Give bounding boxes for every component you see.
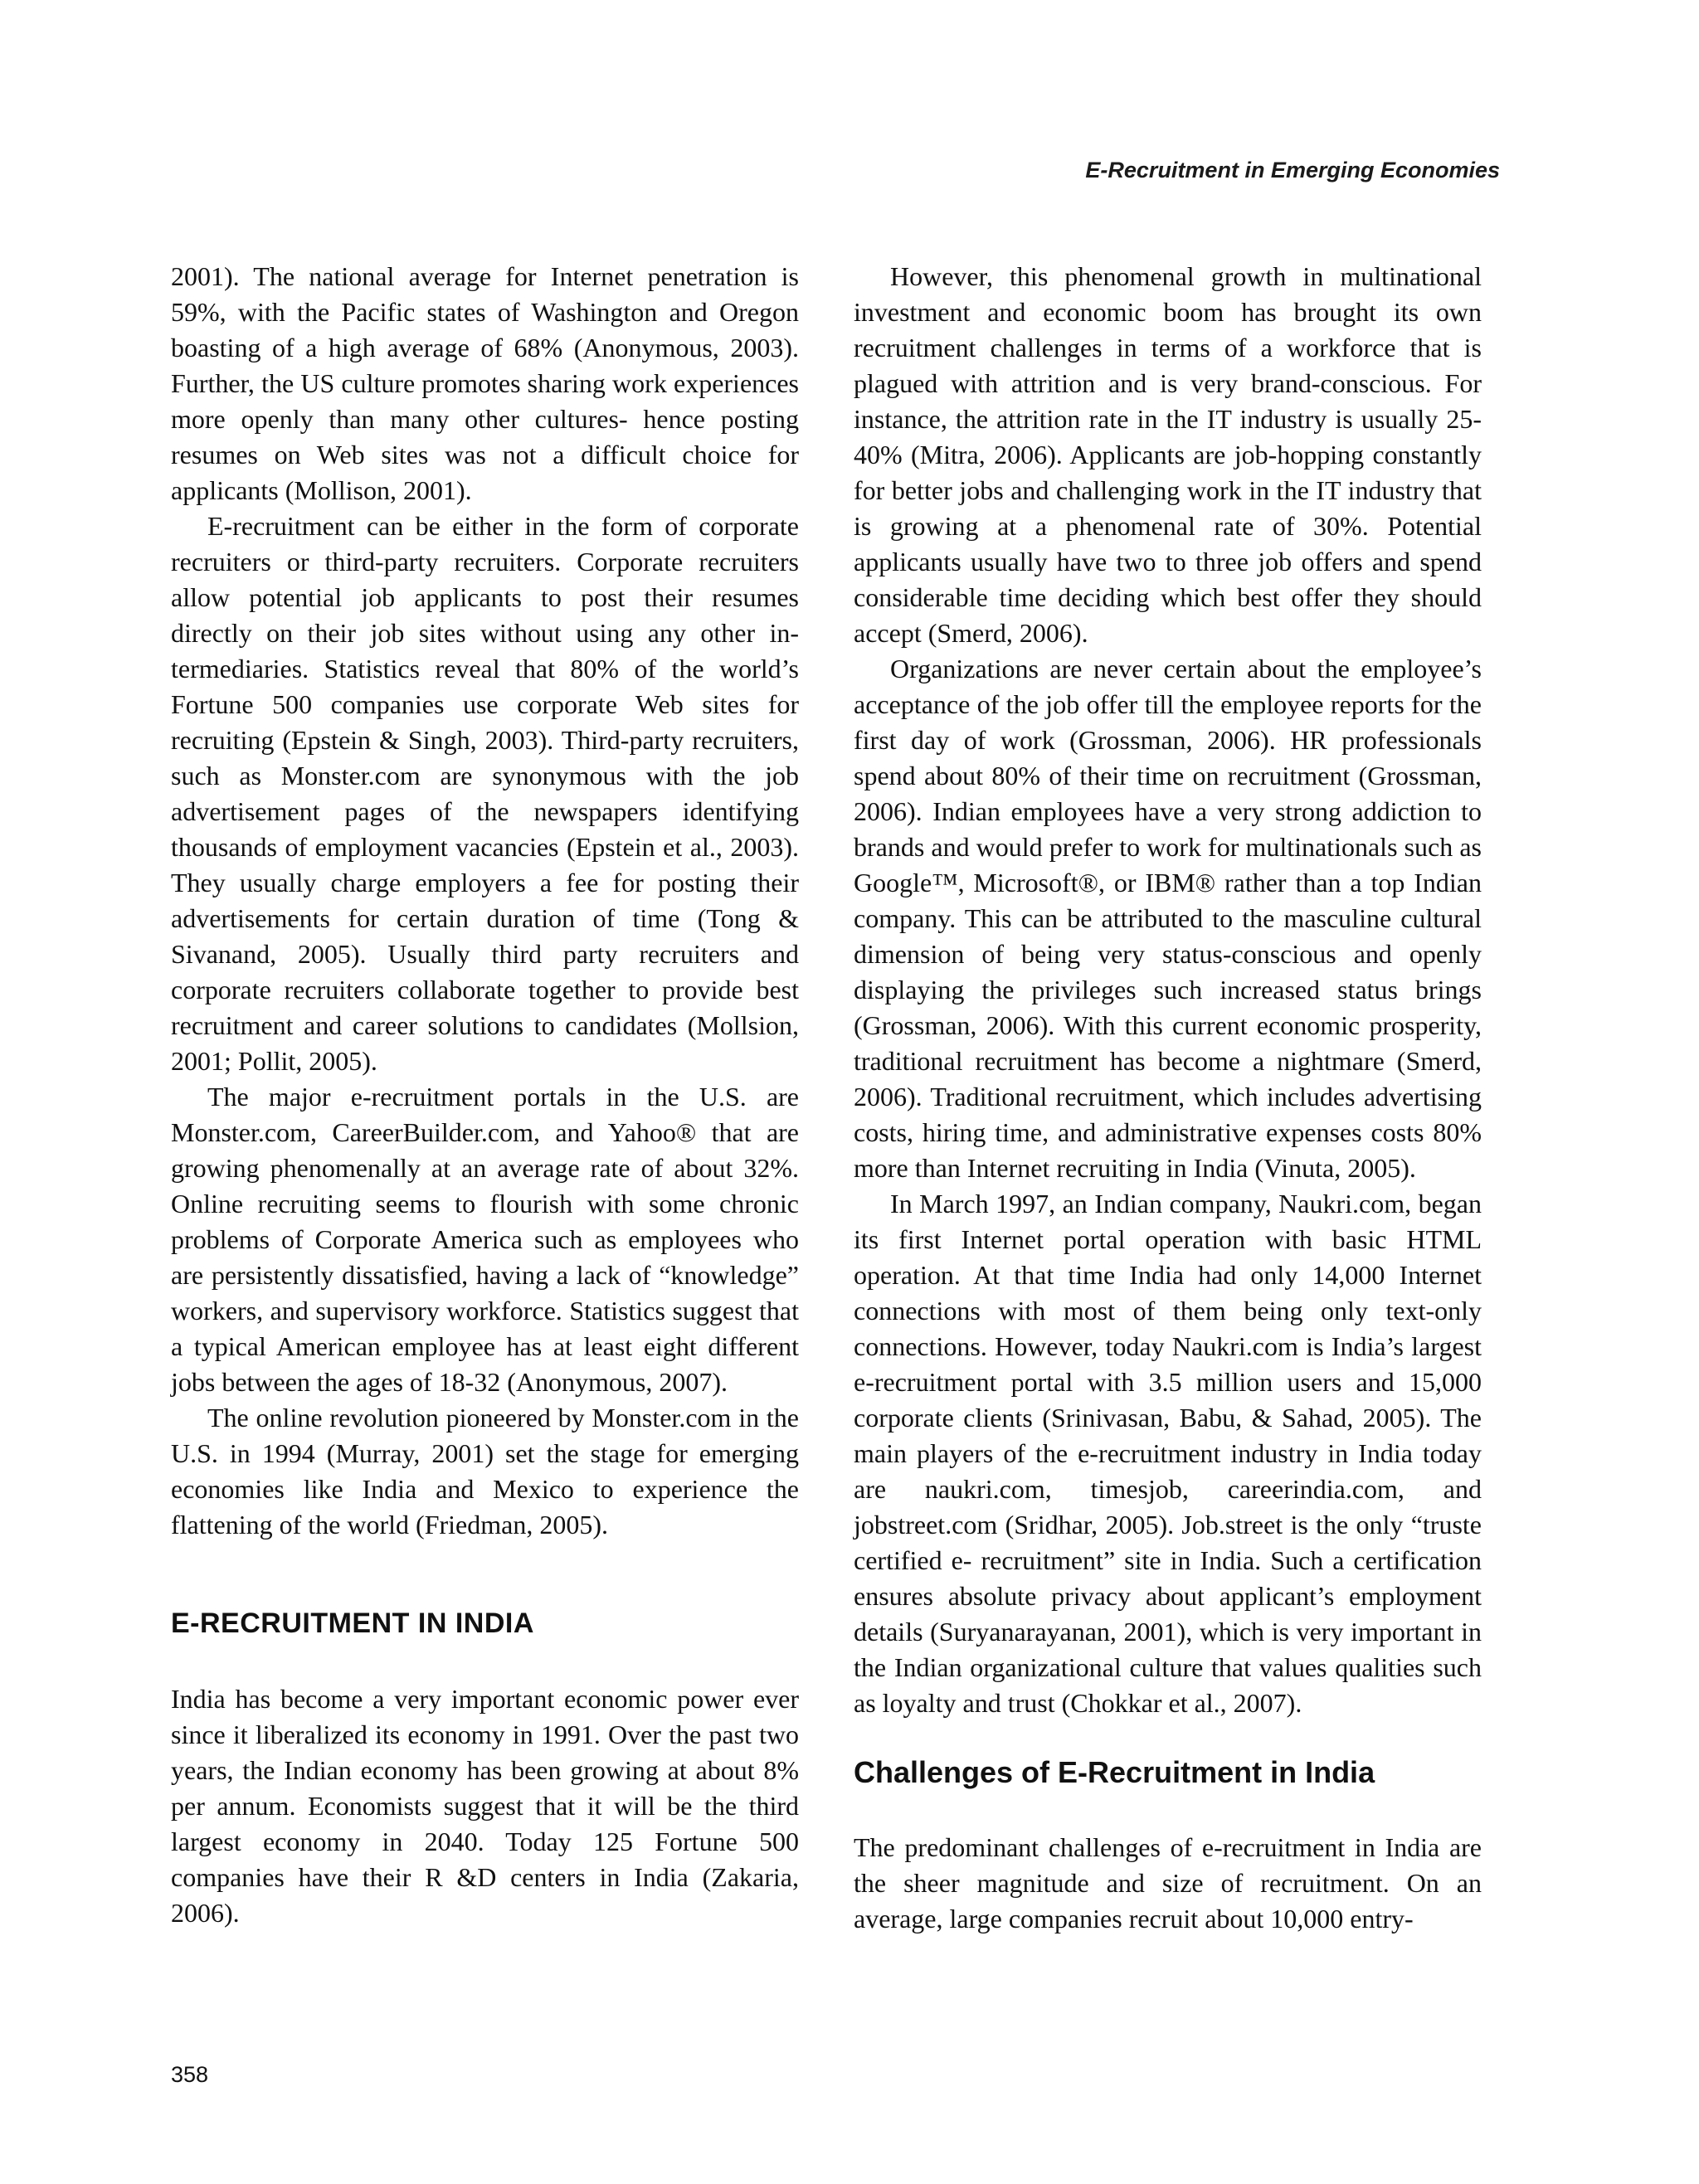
page-number: 358 — [171, 2062, 209, 2087]
body-paragraph: 2001). The national average for Internet penetration is 59%, with the Pacific states of Washington and Oregon boasting of a high average of 68% (Anonymous, 2003). Further, the US culture promotes sharing work experiences more openly than many other cultures- hence posting resumes on Web sites was not a difficult choice for applicants (Mollison, 2001). — [171, 261, 799, 505]
section-heading: E-RECRUITMENT IN INDIA — [171, 1608, 534, 1639]
body-paragraph: In March 1997, an Indian company, Naukri.com, began its first Internet portal operation with basic HTML operation. At that time India had only 14,000 Internet connections with most of them being only text-only connections. However, today Naukri.com is India’s largest e-recruitment portal with 3.5 million users and 15,000 corporate clients (Srinivasan, Babu, & Sahad, 2005). The main players of the e-recruitment industry in India today are naukri.com, timesjob, careerindia.​com, and jobstreet.com (Sridhar, 2005). Job.street is the only “truste certified e- recruitment” site in India. Such a certification ensures absolute privacy about applicant’s employment details (Suryanarayanan, 2001), which is very important in the Indian organizational culture that values qualities such as loyalty and trust (Chokkar et al., 2007). — [854, 1189, 1482, 1718]
body-paragraph: Organizations are never certain about the employee’s acceptance of the job offer till the employee reports for the first day of work (Grossman, 2006). HR professionals spend about 80% of their time on recruitment (Grossman, 2006). Indian employees have a very strong addiction to brands and would prefer to work for multinationals such as Google™, Microsoft®, or IBM® rather than a top Indian company. This can be attributed to the masculine cultural dimension of being very status-conscious and openly displaying the privileges such increased status brings (Grossman, 2006). With this current economic prosperity, traditional recruitment has become a nightmare (Smerd, 2006). Traditional recruitment, which includes advertising costs, hiring time, and administrative expenses costs 80% more than Internet recruiting in India (Vinuta, 2005). — [854, 654, 1482, 1183]
body-paragraph: The major e-recruitment portals in the U.S. are Monster.com, CareerBuilder.com, and Yahoo® that are growing phenomenally at an average rate of about 32%. Online recruiting seems to flourish with some chronic problems of Corporate America such as employees who are persistently dissatisfied, having a lack of “knowledge” workers, and supervisory workforce. Statistics suggest that a typical American employee has at least eight different jobs between the ages of 18-32 (Anonymous, 2007). — [171, 1082, 799, 1397]
left-column — [171, 259, 799, 1931]
subsection-heading: Challenges of E-Recruitment in India — [854, 1755, 1375, 1789]
body-paragraph: The predominant challenges of e-recruitment in India are the sheer magnitude and size of recruitment. On an average, large companies recruit about 10,000 entry- — [854, 1832, 1482, 1933]
running-header: E-Recruitment in Emerging Economies — [1085, 158, 1500, 182]
right-column — [854, 259, 1482, 1937]
body-paragraph: E-recruitment can be either in the form of corporate recruiters or third-party recruiters. Corporate recruiters allow potential job applicants to post their resumes directly on their job sites without using any other intermediaries. Statistics reveal that 80% of the world’s Fortune 500 companies use corporate Web sites for recruiting (Epstein & Singh, 2003). Third-party recruiters, such as Monster.com are synonymous with the job advertisement pages of the newspapers identifying thousands of employment vacancies (Epstein et al., 2003). They usually charge employers a fee for posting their advertisements for certain duration of time (Tong & Sivanand, 2005). Usually third party recruiters and corporate recruiters collaborate together to provide best recruitment and career solutions to candidates (Mollsion, 2001; Pollit, 2005). — [171, 511, 799, 1076]
body-paragraph: However, this phenomenal growth in multinational investment and economic boom has brought its own recruitment challenges in terms of a workforce that is plagued with attrition and is very brand-conscious. For instance, the attrition rate in the IT industry is usually 25-40% (Mitra, 2006). Applicants are job-hopping constantly for better jobs and challenging work in the IT industry that is growing at a phenomenal rate of 30%. Potential applicants usually have two to three job offers and spend considerable time deciding which best offer they should accept (Smerd, 2006). — [854, 261, 1482, 648]
body-paragraph: The online revolution pioneered by Monster.com in the U.S. in 1994 (Murray, 2001) set the stage for emerging economies like India and Mexico to experience the flattening of the world (Friedman, 2005). — [171, 1403, 799, 1540]
body-paragraph: India has become a very important economic power ever since it liberalized its economy in 1991. Over the past two years, the Indian economy has been growing at about 8% per annum. Economists suggest that it will be the third largest economy in 2040. Today 125 Fortune 500 companies have their R &D centers in India (Zakaria, 2006). — [171, 1684, 799, 1928]
